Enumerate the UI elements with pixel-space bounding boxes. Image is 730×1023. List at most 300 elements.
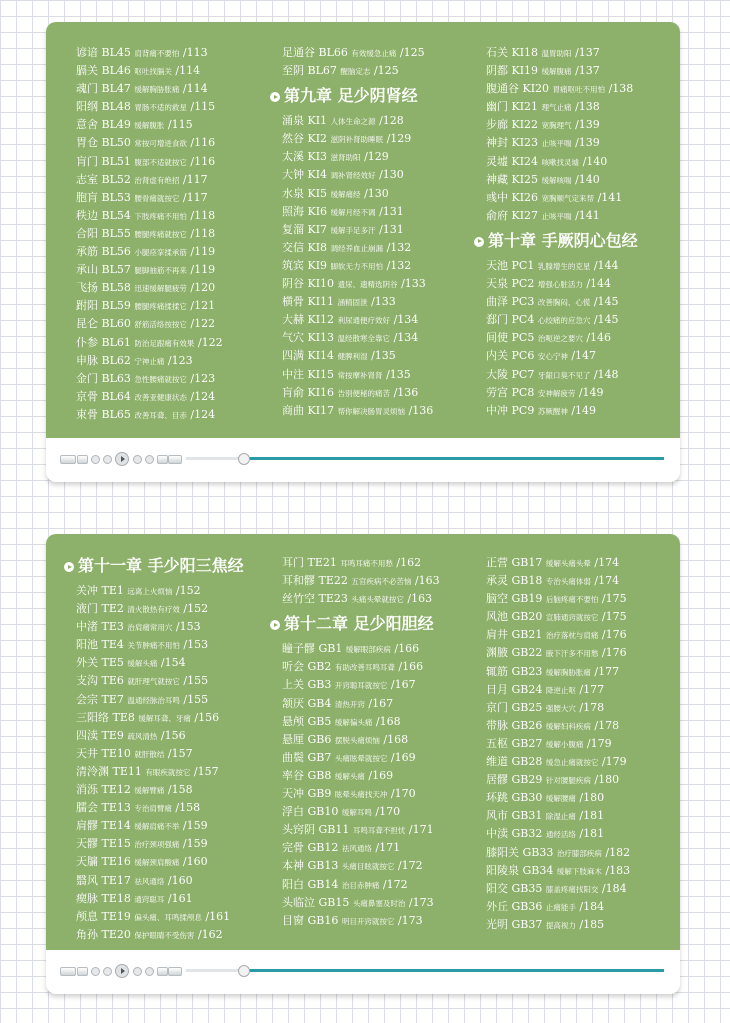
menu-button[interactable] — [168, 967, 182, 976]
acupoint-description: 头痛目眩就按它 — [341, 862, 395, 872]
index-entry[interactable] — [486, 384, 680, 402]
stop-button[interactable] — [103, 455, 112, 464]
index-entry[interactable] — [486, 366, 680, 384]
index-entry[interactable] — [76, 908, 281, 926]
index-entry[interactable] — [76, 279, 281, 297]
acupoint-name: 然谷 KI2 — [282, 132, 328, 146]
index-entry[interactable] — [282, 572, 474, 590]
index-entry[interactable] — [76, 799, 281, 817]
index-entry[interactable] — [282, 894, 474, 912]
page-number: /159 — [182, 837, 208, 851]
index-entry[interactable] — [486, 644, 680, 662]
acupoint-name: 天牖 TE16 — [76, 855, 131, 869]
index-entry[interactable] — [282, 347, 474, 365]
acupoint-name: 肓门 BL51 — [76, 154, 131, 168]
acupoint-name: 正营 GB17 — [486, 556, 543, 569]
page-number: /160 — [182, 855, 208, 869]
play-button[interactable] — [115, 964, 129, 978]
acupoint-description: 通窍聪耳 — [134, 894, 165, 904]
acupoint-description: 人体生命之源 — [330, 117, 376, 127]
acupoint-name: 悬颅 GB5 — [282, 714, 332, 728]
index-entry[interactable] — [76, 636, 281, 654]
index-entry[interactable] — [282, 166, 474, 184]
page-number: /136 — [408, 403, 434, 417]
index-entry[interactable] — [282, 590, 474, 608]
index-entry[interactable] — [282, 311, 474, 329]
acupoint-name: 耳和髎 TE22 — [282, 574, 348, 588]
index-entry[interactable] — [486, 681, 680, 699]
acupoint-description: 缓解耳聋、牙痛 — [138, 713, 191, 723]
page-number: /176 — [601, 646, 627, 660]
index-entry[interactable] — [282, 366, 474, 384]
page-number: /129 — [364, 150, 389, 164]
acupoint-name: 上关 GB3 — [282, 678, 332, 692]
page-number: /163 — [414, 574, 440, 588]
acupoint-name: 翳风 TE17 — [76, 873, 131, 887]
index-entry[interactable] — [76, 890, 281, 908]
acupoint-description: 缓解下肢麻木 — [556, 866, 602, 876]
page-number: /115 — [167, 118, 193, 132]
index-entry[interactable] — [76, 189, 281, 207]
page-number: /134 — [393, 313, 419, 327]
page-number: /177 — [579, 682, 605, 696]
index-entry[interactable] — [76, 62, 281, 80]
index-entry[interactable] — [486, 80, 680, 98]
acupoint-description: 小腿痉挛揉承筋 — [134, 248, 187, 258]
stop-button[interactable] — [103, 967, 112, 976]
index-entry[interactable] — [486, 699, 680, 717]
index-entry[interactable] — [486, 898, 680, 916]
acupoint-name: 昆仑 BL60 — [76, 317, 131, 331]
acupoint-description: 明目开窍就按它 — [341, 916, 395, 926]
index-entry[interactable] — [76, 98, 281, 116]
page-number: /133 — [371, 295, 396, 309]
acupoint-name: 神藏 KI25 — [486, 172, 539, 186]
acupoint-name: 肩井 GB21 — [486, 628, 543, 642]
index-entry[interactable] — [486, 171, 680, 189]
index-entry[interactable] — [76, 153, 281, 171]
chapter-heading[interactable]: 第九章 足少阴肾经 — [270, 80, 474, 112]
menu-button[interactable] — [168, 455, 182, 464]
index-entry[interactable] — [282, 839, 474, 857]
index-entry[interactable] — [282, 821, 474, 839]
page-number: /138 — [608, 82, 634, 96]
index-entry[interactable] — [76, 872, 281, 890]
index-entry[interactable] — [76, 171, 281, 189]
acupoint-description: 头痛眩晕就按它 — [334, 753, 388, 763]
page-number: /130 — [379, 168, 404, 182]
index-entry[interactable] — [76, 315, 281, 333]
acupoint-name: 大钟 KI4 — [282, 168, 328, 182]
index-entry[interactable] — [282, 44, 474, 62]
index-entry[interactable] — [76, 116, 281, 134]
acupoint-name: 京骨 BL64 — [76, 389, 131, 403]
index-entry[interactable] — [486, 626, 680, 644]
index-entry[interactable] — [76, 134, 281, 152]
page-number: /171 — [375, 841, 401, 855]
acupoint-name: 外丘 GB36 — [486, 899, 543, 913]
page-number: /162 — [197, 927, 223, 941]
acupoint-name: 商曲 KI17 — [282, 403, 335, 417]
index-entry[interactable] — [282, 148, 474, 166]
page-number: /140 — [575, 172, 600, 186]
index-entry[interactable] — [282, 293, 474, 311]
chapter-heading[interactable]: 第十章 手厥阴心包经 — [474, 225, 680, 257]
index-entry[interactable] — [486, 554, 680, 572]
index-entry[interactable] — [486, 753, 680, 771]
page-number: /159 — [182, 819, 208, 833]
acupoint-name: 曲泽 PC3 — [486, 295, 535, 309]
index-entry[interactable] — [76, 745, 281, 763]
index-entry[interactable] — [282, 749, 474, 767]
acupoint-description: 偏头痛、耳鸣揉颅息 — [134, 912, 202, 922]
acupoint-description: 涵精固泄 — [337, 298, 368, 308]
acupoint-description: 缓解偏头痛 — [334, 717, 373, 727]
acupoint-name: 悬厘 GB6 — [282, 732, 332, 746]
index-entry[interactable] — [486, 134, 680, 152]
acupoint-name: 石关 KI18 — [486, 46, 539, 59]
acupoint-description: 缓解咳喘 — [541, 175, 572, 185]
index-entry[interactable] — [282, 676, 474, 694]
acupoint-name: 中注 KI15 — [282, 367, 335, 381]
acupoint-description: 滋阴补肾助睡眠 — [330, 135, 384, 145]
page-number: /133 — [401, 277, 426, 291]
page-number: /169 — [390, 750, 416, 764]
acupoint-description: 呕吐找膈关 — [134, 67, 172, 77]
index-entry[interactable] — [282, 713, 474, 731]
page-number: /152 — [183, 602, 209, 616]
acupoint-name: 外关 TE5 — [76, 656, 124, 670]
acupoint-description: 缓解妇科疾病 — [545, 721, 591, 731]
acupoint-description: 祛风通络 — [134, 876, 165, 886]
acupoint-description: 急性腰痛就按它 — [134, 374, 187, 384]
acupoint-description: 腹部不适就按它 — [134, 157, 187, 167]
acupoint-description: 宽胸顺气定来帮 — [541, 193, 595, 203]
index-entry[interactable] — [282, 257, 474, 275]
index-entry[interactable] — [486, 789, 680, 807]
index-entry[interactable] — [76, 709, 281, 727]
page-number: /172 — [382, 877, 408, 891]
index-entry[interactable] — [486, 608, 680, 626]
acupoint-description: 清火散热有疗效 — [127, 605, 180, 615]
step-forward-button[interactable] — [133, 967, 142, 976]
acupoint-name: 风池 GB20 — [486, 610, 543, 624]
volume-button[interactable] — [157, 455, 168, 464]
acupoint-name: 臑会 TE13 — [76, 801, 131, 815]
page-number: /174 — [594, 574, 620, 588]
page-number: /113 — [182, 46, 208, 59]
page-number: /181 — [579, 809, 605, 823]
acupoint-description: 后脑疼痛不要怕 — [545, 595, 599, 605]
acupoint-name: 申脉 BL62 — [76, 353, 131, 367]
index-entry[interactable] — [486, 807, 680, 825]
page-number: /149 — [571, 403, 597, 417]
index-entry[interactable] — [76, 370, 281, 388]
column-3 — [486, 44, 680, 420]
acupoint-name: 会宗 TE7 — [76, 692, 124, 706]
acupoint-name: 浮白 GB10 — [282, 805, 339, 819]
acupoint-name: 郄门 PC4 — [486, 313, 535, 327]
acupoint-name: 天髎 TE15 — [76, 837, 131, 851]
index-entry[interactable] — [282, 857, 474, 875]
page-number: /134 — [393, 331, 419, 345]
acupoint-description: 止痛能手 — [545, 902, 576, 912]
prev-button[interactable] — [60, 455, 76, 464]
progress-knob[interactable] — [238, 453, 250, 465]
acupoint-description: 膝盖疼痛找阳交 — [545, 884, 599, 894]
page-number: /161 — [205, 909, 231, 923]
page-number: /146 — [586, 331, 612, 345]
column-3 — [486, 554, 680, 934]
page-number: /173 — [408, 895, 434, 909]
acupoint-description: 温经散寒全靠它 — [337, 334, 391, 344]
step-forward-button[interactable] — [133, 455, 142, 464]
acupoint-description: 五官疾病不必苦恼 — [351, 577, 412, 587]
acupoint-name: 大陵 PC7 — [486, 367, 535, 381]
acupoint-name: 听会 GB2 — [282, 660, 332, 674]
page-number: /158 — [167, 783, 193, 797]
acupoint-name: 腹通谷 KI20 — [486, 82, 550, 96]
index-entry[interactable] — [282, 695, 474, 713]
index-entry[interactable] — [486, 862, 680, 880]
forward-button[interactable] — [145, 455, 154, 464]
acupoint-name: 膝阳关 GB33 — [486, 845, 554, 859]
acupoint-name: 承筋 BL56 — [76, 245, 131, 259]
acupoint-description: 缓解肩痛不举 — [134, 822, 180, 832]
index-entry[interactable] — [486, 98, 680, 116]
progress-knob[interactable] — [238, 965, 250, 977]
index-entry[interactable] — [76, 781, 281, 799]
step-back-button[interactable] — [91, 455, 100, 464]
index-entry[interactable] — [486, 311, 680, 329]
acupoint-description: 缓解头痛 — [127, 659, 158, 669]
page-number: /156 — [194, 710, 220, 724]
acupoint-description: 治疗落枕与肩痛 — [545, 631, 599, 641]
acupoint-description: 关节肿痛不用怕 — [127, 641, 180, 651]
acupoint-name: 耳门 TE21 — [282, 556, 337, 569]
index-entry[interactable] — [282, 876, 474, 894]
index-entry[interactable] — [76, 352, 281, 370]
index-entry[interactable] — [76, 691, 281, 709]
acupoint-name: 复溜 KI7 — [282, 222, 328, 236]
index-entry[interactable] — [486, 207, 680, 225]
index-entry[interactable] — [282, 185, 474, 203]
acupoint-name: 飞扬 BL58 — [76, 281, 131, 295]
chapter-heading[interactable]: 第十二章 足少阳胆经 — [270, 608, 474, 640]
chapter-heading[interactable]: 第十一章 手少阳三焦经 — [64, 550, 281, 582]
acupoint-name: 阳陵泉 GB34 — [486, 863, 554, 877]
index-entry[interactable] — [486, 347, 680, 365]
index-entry[interactable] — [486, 153, 680, 171]
acupoint-description: 开窍聪耳就按它 — [334, 681, 388, 691]
acupoint-description: 心绞痛的应急穴 — [537, 316, 591, 326]
index-entry[interactable] — [76, 80, 281, 98]
page-number: /117 — [182, 190, 208, 204]
index-entry[interactable] — [486, 663, 680, 681]
index-entry[interactable] — [282, 658, 474, 676]
page-number: /162 — [396, 556, 422, 569]
page-number: /128 — [379, 114, 404, 128]
acupoint-name: 光明 GB37 — [486, 917, 543, 931]
index-entry[interactable] — [76, 207, 281, 225]
index-entry[interactable] — [486, 572, 680, 590]
acupoint-description: 专治肩臂痛 — [134, 804, 172, 814]
forward-button[interactable] — [145, 967, 154, 976]
index-entry[interactable] — [76, 44, 281, 62]
index-entry[interactable] — [282, 767, 474, 785]
volume-button[interactable] — [157, 967, 168, 976]
index-entry[interactable] — [76, 388, 281, 406]
index-entry[interactable] — [486, 717, 680, 735]
step-back-button[interactable] — [91, 967, 100, 976]
page-number: /130 — [364, 186, 389, 200]
acupoint-description: 缓解痛经 — [330, 189, 361, 199]
index-entry[interactable] — [486, 275, 680, 293]
index-entry[interactable] — [486, 590, 680, 608]
acupoint-name: 头窍阴 GB11 — [282, 823, 350, 837]
page-number: /155 — [183, 674, 209, 688]
index-entry[interactable] — [76, 817, 281, 835]
index-entry[interactable] — [76, 835, 281, 853]
page-number: /144 — [586, 277, 612, 291]
index-entry[interactable] — [282, 329, 474, 347]
acupoint-name: 天池 PC1 — [486, 258, 535, 272]
acupoint-name: 带脉 GB26 — [486, 718, 543, 732]
acupoint-description: 缓解颈肩酸痛 — [134, 858, 180, 868]
index-entry[interactable] — [486, 293, 680, 311]
index-entry[interactable] — [486, 62, 680, 80]
page-number: /166 — [398, 660, 424, 674]
index-entry[interactable] — [282, 239, 474, 257]
acupoint-description: 通经活络 — [545, 830, 576, 840]
index-entry[interactable] — [76, 582, 281, 600]
index-entry[interactable] — [76, 243, 281, 261]
acupoint-name: 居髎 GB29 — [486, 773, 543, 787]
page-number: /139 — [575, 136, 600, 150]
index-entry[interactable] — [486, 116, 680, 134]
acupoint-description: 缓解眼部疾病 — [345, 645, 391, 655]
play-button[interactable] — [115, 452, 129, 466]
play-circle-icon — [64, 562, 74, 572]
index-entry[interactable] — [282, 130, 474, 148]
rewind-button[interactable] — [77, 967, 88, 976]
acupoint-description: 防治足跟痛有效果 — [134, 338, 195, 348]
acupoint-description: 滋肾助阳 — [330, 153, 361, 163]
acupoint-description: 常按可增进食欲 — [134, 139, 187, 149]
page-number: /124 — [190, 389, 216, 403]
index-entry[interactable] — [282, 62, 474, 80]
acupoint-name: 涌泉 KI1 — [282, 114, 328, 128]
index-entry[interactable] — [76, 406, 281, 424]
index-entry[interactable] — [486, 329, 680, 347]
acupoint-name: 秩边 BL54 — [76, 208, 131, 222]
index-entry[interactable] — [76, 763, 281, 781]
rewind-button[interactable] — [77, 455, 88, 464]
index-entry[interactable] — [282, 402, 474, 420]
index-entry[interactable] — [486, 916, 680, 934]
acupoint-name: 曲鬓 GB7 — [282, 750, 332, 764]
index-entry[interactable] — [76, 672, 281, 690]
index-entry[interactable] — [282, 640, 474, 658]
acupoint-description: 止咳平喘 — [541, 211, 572, 221]
page-number: /117 — [182, 172, 208, 186]
index-entry[interactable] — [76, 297, 281, 315]
page-number: /185 — [579, 917, 605, 931]
acupoint-description: 调经养血止崩漏 — [330, 243, 384, 253]
acupoint-name: 劳宫 PC8 — [486, 385, 535, 399]
index-entry[interactable] — [486, 825, 680, 843]
index-entry[interactable] — [282, 785, 474, 803]
index-entry[interactable] — [486, 735, 680, 753]
index-entry[interactable] — [76, 261, 281, 279]
index-entry[interactable] — [76, 334, 281, 352]
index-entry[interactable] — [282, 221, 474, 239]
index-entry[interactable] — [486, 44, 680, 62]
acupoint-name: 阳纲 BL48 — [76, 100, 131, 114]
acupoint-name: 太溪 KI3 — [282, 150, 328, 164]
acupoint-description: 耳鸣耳痛不用愁 — [340, 559, 393, 568]
acupoint-description: 腰腿疼痛揉揉它 — [134, 302, 187, 312]
page-number: /145 — [593, 313, 619, 327]
index-entry[interactable] — [282, 384, 474, 402]
acupoint-description: 降逆止呕 — [545, 685, 576, 695]
index-entry[interactable] — [486, 402, 680, 420]
index-entry[interactable] — [282, 112, 474, 130]
page-number: /139 — [575, 118, 600, 132]
index-entry[interactable] — [486, 189, 680, 207]
index-entry[interactable] — [76, 727, 281, 745]
index-entry[interactable] — [282, 731, 474, 749]
index-entry[interactable] — [76, 926, 281, 944]
index-entry[interactable] — [282, 275, 474, 293]
acupoint-name: 三阳络 TE8 — [76, 710, 135, 724]
acupoint-name: 横骨 KI11 — [282, 295, 335, 309]
index-entry[interactable] — [76, 618, 281, 636]
index-entry[interactable] — [486, 844, 680, 862]
acupoint-name: 肩髎 TE14 — [76, 819, 131, 833]
page-number: /135 — [371, 349, 396, 363]
prev-button[interactable] — [60, 967, 76, 976]
page-number: /141 — [575, 208, 600, 222]
acupoint-description: 增强心脏活力 — [537, 280, 583, 290]
page-number: /141 — [597, 190, 623, 204]
acupoint-name: 京门 GB25 — [486, 700, 543, 714]
acupoint-description: 缓急止痛就按它 — [545, 758, 599, 768]
index-entry[interactable] — [76, 225, 281, 243]
page-number: /168 — [383, 732, 409, 746]
index-entry[interactable] — [282, 912, 474, 930]
acupoint-name: 率谷 GB8 — [282, 768, 332, 782]
acupoint-name: 俞府 KI27 — [486, 208, 539, 222]
index-entry[interactable] — [76, 853, 281, 871]
page-number: /179 — [586, 736, 612, 750]
index-entry[interactable] — [76, 600, 281, 618]
acupoint-description: 改善胸闷、心慌 — [537, 298, 591, 308]
page-number: /137 — [575, 46, 600, 59]
index-entry[interactable] — [76, 654, 281, 672]
page-number: /177 — [594, 664, 620, 678]
index-entry[interactable] — [282, 554, 474, 572]
index-entry[interactable] — [282, 203, 474, 221]
index-entry[interactable] — [282, 803, 474, 821]
page-number: /140 — [582, 154, 608, 168]
page-number: /114 — [175, 64, 201, 78]
acupoint-description: 缓解手足多汗 — [330, 225, 376, 235]
page-number: /156 — [160, 728, 186, 742]
index-entry[interactable] — [486, 880, 680, 898]
index-entry[interactable] — [486, 257, 680, 275]
index-entry[interactable] — [486, 771, 680, 789]
